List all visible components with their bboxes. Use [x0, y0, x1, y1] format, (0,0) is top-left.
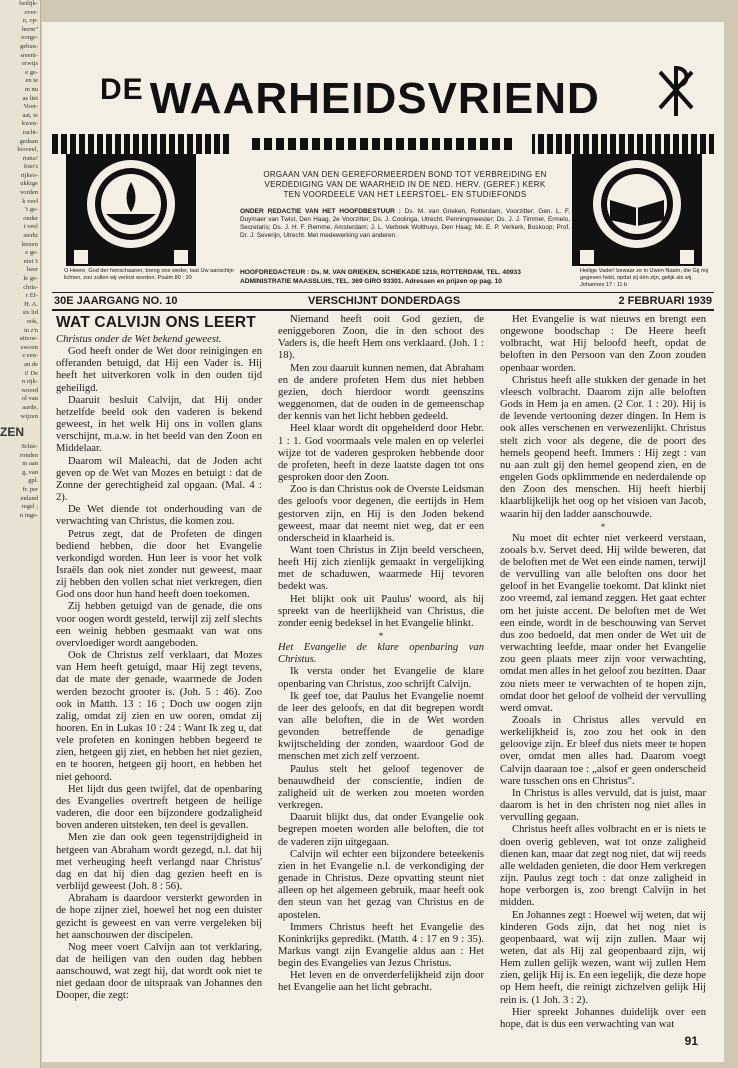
column-3 — [500, 314, 706, 1031]
margin-fragment: sis lid — [22, 309, 38, 317]
column-3-body-a — [500, 314, 706, 521]
margin-fragment: m nu — [24, 85, 38, 93]
margin-fragment: en te — [25, 77, 38, 85]
paragraph: Daarom wil Maleachi, dat de Joden acht geven op de Wet van Mozes en betuigt : dat de Zonne der gerechtigheid zal opgaan. (Mal. 4 : 2). — [56, 455, 262, 504]
margin-fragment: as liet — [22, 94, 38, 102]
section-subheading: Het Evangelie de klare openbaring van Christus. — [278, 642, 484, 666]
paragraph: Abraham is daardoor versterkt geworden in de hope zijner ziel, hoewel het nog een duister gezicht is geweest en van verre vergeleken bij het aanschouwen der discipelen. — [56, 893, 262, 941]
column-1 — [56, 314, 262, 1003]
margin-fragment: H. A. — [24, 300, 38, 308]
paragraph: Daaruit blijkt dus, dat onder Evangelie ook begrepen moeten worden alle beloften, die tot de vaderen zijn uitgegaan. — [278, 812, 484, 848]
issue-bar — [52, 292, 714, 311]
margin-fragment: g, van — [22, 468, 38, 476]
editor-in-chief: HOOFDREDACTEUR : Ds. M. VAN GRIEKEN, SCHIEKADE 121b, ROTTERDAM, TEL. 40933 — [240, 269, 521, 276]
margin-fragment: an de — [24, 360, 38, 368]
paragraph: Ook de Christus zelf verklaart, dat Mozes van Hem heeft getuigd, maar Hij zegt tevens, dat de mate der genade, waarmede de Joden werden bezocht grooter is. (Joh. 5 : 46). Zoo ook in Matth. 13 : 16 ; Doch uw oogen zijn zalig, omdat zij zien en uw ooren, omdat zij hooren. En in Lukas 10 : 24 : Want Ik zeg u, dat vele profeten en koningen hebben begeerd te zien, hetgeen gij ziet, en hebben het niet gezien, en te hooren, hetgeen gij hoort, en hebben het niet gehoord. — [56, 650, 262, 783]
masthead-title — [100, 74, 600, 124]
paragraph: Zooals in Christus alles vervuld en werkelijkheid is, zoo zou het ook in den geloovige zijn. Er bleef dus niets meer te hopen over, omdat men alles had. Daarom voegt Calvijn daaraan toe : „alsof er geen onderscheid ware tusschen ons en Christus". — [500, 715, 706, 787]
margin-fragment: aat, te — [22, 111, 38, 119]
margin-fragment: sterkt — [23, 232, 38, 240]
margin-fragment: n inge- — [19, 511, 38, 519]
masthead-ornament-inner — [252, 138, 512, 150]
article-subtitle: Christus onder de Wet bekend geweest. — [56, 334, 222, 345]
margin-fragment: foto's — [23, 163, 38, 171]
margin-fragment: le ge- — [23, 275, 38, 282]
subtitle-line-2: VERDEDIGING VAN DE WAARHEID IN DE NED. HERV. (GEREF.) KERK — [264, 180, 546, 189]
paragraph: Men zie dan ook geen tegenstrijdigheid in hetgeen van Abraham wordt gezegd, n.l. dat hij met verheuging heeft verlangd naar Christus' dag en dat hij dien dag gezien heeft en is verblijd geweest (Joh. 8 : 56). — [56, 832, 262, 893]
section-divider: * — [378, 631, 384, 642]
margin-fragment: looveel, — [17, 146, 38, 154]
margin-fragment: gebun- — [19, 42, 38, 50]
margin-fragment: rijkeo- — [20, 171, 38, 179]
paragraph: Paulus stelt het geloof tegenover de benauwdheid der conscientie, indien de zaligheid uit de werken zou moeten worden verkregen. — [278, 763, 484, 812]
margin-fragment: ook, — [26, 317, 38, 325]
paragraph: Ik geef toe, dat Paulus het Evangelie noemt de leer des geloofs, en dat dit begrepen wordt van alle beloften, die in de Wet worden gevonden betreffende de genadige kwijtschelding der zonden, waardoor God de menschen met zich zelf verzoent. — [278, 690, 484, 763]
paragraph: Immers Christus heeft het Evangelie des Koninkrijks gepredikt. (Matth. 4 : 17 en 9 : 35). Markus vangt zijn Evangelie aldus aan : Het begin des Evangelies van Jezus Christus. — [278, 921, 484, 970]
column-2 — [278, 314, 484, 995]
margin-fragment: erwijs — [22, 60, 38, 68]
masthead-title-text: WAARHEIDSVRIEND — [149, 74, 600, 123]
editorial-board-heading: ONDER REDACTIE VAN HET HOOFDBESTUUR : — [240, 208, 401, 215]
margin-fragment: over- — [24, 8, 38, 16]
previous-page-edge — [0, 0, 41, 1068]
margin-fragment: ukkige — [20, 180, 38, 188]
margin-fragment: vorden — [19, 189, 38, 197]
margin-fragment: onder — [23, 214, 38, 222]
margin-fragment: r Ef- — [25, 292, 38, 300]
paragraph: Nog meer voert Calvijn aan tot verklaring, dat de heiligen van den ouden dag hebben aanschouwd, wat zegt hij, dat wordt ook niet te niet gedaan door de uitspraak van Johannes den Dooper, die zegt: — [56, 941, 262, 1002]
margin-fragment: leezen — [21, 240, 38, 248]
paragraph: Zij hebben getuigd van de genade, die ons voor oogen wordt gesteld, terwijl zij zelf slechts een weinig hebben gesmaakt van wat ons overvloediger wordt aangeboden. — [56, 601, 262, 649]
paragraph: Het blijkt ook uit Paulus' woord, als hij spreekt van de heerlijkheid van Christus, die zonder eenig bedeksel in het Evangelie blinkt. — [278, 593, 484, 629]
paragraph: Zoo is dan Christus ook de Overste Leidsman des geloofs voor degenen, die eertijds in Hem gestorven zijn, en Hij is den Joden bekend geweest, maar dat neemt niet weg, dat er een onderscheid in klaarheid is. — [278, 484, 484, 544]
margin-fragment: k veel — [22, 197, 38, 205]
margin-fragment: t veel — [23, 223, 38, 231]
column-3-body-b — [500, 533, 706, 1031]
editorial-board — [240, 208, 570, 240]
margin-fragment: t! De — [24, 369, 38, 377]
paragraph: Men zou daaruit kunnen nemen, dat Abraham en de andere profeten Hem dus niet hebben gezien, doch hierdoor wordt geenszins weggenomen, dat de ouden in de gemeenschap der kennis van het licht hebben gedeeld. — [278, 362, 484, 423]
paragraph: Calvijn wil echter een bijzondere beteekenis zien in het Evangelie n.l. de verkondiging der genade in Christus. Deze opvatting steunt niet alleen op het algemeen gebruik, maar heeft ook den steun van het gezag van Christus en de apostelen. — [278, 848, 484, 921]
margin-fragment: gpl. — [28, 477, 38, 485]
margin-fragment: m aan — [22, 460, 38, 468]
paragraph: Daaruit besluit Calvijn, dat Hij onder hetzelfde beeld ook den vaderen is bekend geweest, in het welk Hij ons in vollen glans verschijnt, m.a.w. in het beeld van den Zoon en Middelaar. — [56, 394, 262, 455]
paragraph: Petrus zegt, dat de Profeten de dingen bediend hebben, die door het Evangelie verkondigd worden. Hun leer is voor het volk Israëls dan ook niet zonder nut geweest, maar zij hebben den vollen schat niet verkregen, dien God ons door hun hand heeft doen toekomen. — [56, 528, 262, 601]
margin-fragment: enland — [20, 494, 38, 502]
paragraph: God heeft onder de Wet door reinigingen en offeranden betuigd, dat Hij een Vader is. Hij heeft het uitverkoren volk in den ouden tijd geheiligd. — [56, 346, 262, 394]
paragraph: Nu moet dit echter niet verkeerd verstaan, zooals b.v. Servet deed. Hij wilde beweren, dat de beloften met de Wet een einde namen, terwijl de vervulling van alle beloften ons door het geloof in het Evangelie toekomt. Dat klinkt niet zoo vreemd, zal iemand zeggen. Het gaat echter om het juiste accent. De beloften met de Wet een einde, wordt in de beschouwing van Servet dus zoo bedoeld, dat men onder de Wet uit de verwachting leefde, maar onder het Evangelie zou geen plaats meer zijn voor verwachting, omdat men alles in het geloof zou bezitten. Daar zou niets meer te verwachten of te hopen zijn, omdat door het geloof de volheid der vervulling werd omvat. — [500, 532, 706, 714]
oil-lamp-emblem-icon — [66, 154, 196, 266]
paragraph: Het lijdt dus geen twijfel, dat de openbaring des Evangelies overtreft hetgeen de heilige vaderen, die door een bijzondere godzaligheid boven anderen uitsteken, ten deel is gevallen. — [56, 783, 262, 832]
margin-fragment: Voor- — [23, 103, 38, 111]
margin-fragment: herm" — [21, 25, 38, 33]
chi-rho-icon — [652, 62, 700, 118]
margin-fragment: woord — [21, 386, 38, 394]
margin-fragment: wijzen — [20, 412, 38, 420]
masthead-subtitle — [240, 170, 570, 200]
margin-fragment: ronden — [19, 451, 38, 459]
margin-fragment: niet 't — [23, 257, 38, 265]
paragraph: Want toen Christus in Zijn beeld verscheen, heeft Hij zich zienlijk gemaakt in vergelijking met de schaduwen, waarmede Hij tevoren bedekt was. — [278, 544, 484, 593]
paragraph: Niemand heeft ooit God gezien, de eeniggeboren Zoon, die in den schoot des Vaders is, die heeft Hem ons verklaard. (Joh. 1 : 18). — [278, 314, 484, 362]
margin-fragment: oorge- — [21, 34, 38, 42]
margin-fragment: n, op- — [22, 17, 38, 25]
newspaper-page — [42, 22, 724, 1062]
subtitle-line-3: TEN VOORDEELE VAN HET LEERSTOEL- EN STUDIEFONDS — [283, 190, 527, 199]
margin-heading-fragment: ZEN — [0, 425, 24, 440]
editorial-board-names: Ds. M. van Grieken, Rotterdam, Voorzitter; Gen. L. F. Duymaer van Twist, Den Haag, 2e Voorzitter; Ds. J. Coolinga, Utrecht, Penningmeester; Ds. J. J. Timmer, Ermelo, Secretaris; Ds. J. H. F. Remme, Amsterdam; J. L. Verboek Wolthuys, Den Haag; Mr. E. P. Verkerk, Boskoop; Prof. Dr. J. Severijn, Utrecht. Met medewerking van anderen. — [240, 208, 570, 239]
column-2-body-a — [278, 314, 484, 630]
margin-fragment: Schie- — [21, 443, 38, 451]
margin-fragment: aarde, — [22, 403, 38, 411]
subtitle-line-1: ORGAAN VAN DEN GEREFORMEERDEN BOND TOT VERBREIDING EN — [263, 170, 547, 179]
margin-fragment: ristus' — [22, 154, 38, 162]
margin-fragment: in z'n — [24, 326, 38, 334]
margin-fragment: gedaan — [19, 137, 38, 145]
margin-fragment: e een- — [22, 352, 38, 360]
paragraph: Het Evangelie is wat nieuws en brengt een ongewone boodschap : De Heere heeft volbracht, wat Hij beloofd heeft, opdat de beloften in den Persoon van den Zoon zouden openbaar worden. — [500, 314, 706, 374]
quote-right: Heilige Vader! bewaar ze in Uwen Naam, die Gij mij gegeven hebt, opdat zij één zijn, gelijk als wij. Johannes 17 : 11 b — [580, 268, 708, 288]
margin-fragment: e ge- — [25, 68, 38, 76]
issue-frequency: VERSCHIJNT DONDERDAGS — [308, 295, 461, 307]
paragraph: Het leven en de onverderfelijkheid zijn door het Evangelie aan het licht gebracht. — [278, 970, 484, 994]
margin-fragment: e ge- — [25, 249, 38, 257]
paragraph: Hier spreekt Johannes duidelijk over een hope, dat is dus een verwachting van wat — [500, 1006, 706, 1030]
margin-fragment: kwen- — [21, 120, 38, 128]
open-book-emblem-icon — [572, 154, 702, 266]
paragraph: Ik versta onder het Evangelie de klare openbaring van Christus, zoo schrijft Calvijn. — [278, 666, 484, 690]
quote-left: O Heere, God der heirschaaren, breng ons weder, laat Uw aanschijn lichten, zoo zullen wij verlost worden. Psalm 80 : 20 — [64, 268, 234, 281]
margin-fragment: heer — [26, 266, 38, 274]
page-number: 91 — [684, 1034, 698, 1048]
margin-fragment: ol van — [21, 395, 38, 403]
column-2-body-b — [278, 666, 484, 994]
masthead-de: DE — [100, 73, 144, 106]
margin-fragment: uitvoe- — [19, 335, 38, 343]
margin-fragment: racht- — [22, 128, 38, 136]
masthead — [52, 42, 714, 288]
issue-date: 2 FEBRUARI 1939 — [618, 295, 712, 307]
paragraph: In Christus is alles vervuld, dat is juist, maar daarom is het in den christen nog niet alles in vervulling gegaan. — [500, 787, 706, 824]
article-title: WAT CALVIJN ONS LEERT — [56, 314, 256, 331]
paragraph: Christus heeft alle stukken der genade in het vleesch volbracht. Daarom zijn alle beloften Gods in Hem ja en amen. (2 Cor. 1 : 20). Hij is de levende vertooning dezer dingen. In Hem is ook alles verschenen en verwezenlijkt. Christus stelt zich voor als degene, die de poort des hemels geopend heeft. Immers : Hij zegt : van nu aan zult gij den hemel geopend zien, en de engelen Gods opklimmende en nederdalende op den Zoon des menschen. Hij heeft hierbij klaarblijkelijk het oog op het visioen van Jacob, waarin hij den ladder aanschouwde. — [500, 374, 706, 520]
paragraph: En Johannes zegt : Hoewel wij weten, dat wij kinderen Gods zijn, dat het nog niet is geopenbaard, wat wij zijn zullen. Maar wij weten, dat als Hij zal geopenbaard zijn, wij Hem zullen gelijk wezen, want wij zullen Hem zien, gelijk Hij is. En een iegelijk, die deze hope op Hem heeft, die reinigt zichzelven gelijk Hij rein is. (1 Joh. 3 : 2). — [500, 909, 706, 1006]
paragraph: Heel klaar wordt dit opgehelderd door Hebr. 1 : 1. God voormaals vele malen en op velerlei wijze tot de vaderen gesproken hebbende door de profeten, heeft in deze laatste dagen tot ons gesproken door den Zoon. — [278, 423, 484, 484]
administration-info: ADMINISTRATIE MAASSLUIS, TEL. 369 GIRO 93301. Adressen en prijzen op pag. 10 — [240, 278, 502, 285]
margin-fragment: 't ge- — [25, 206, 38, 214]
margin-fragment: n rijk- — [21, 378, 38, 386]
margin-fragment: ewoon — [20, 343, 38, 351]
margin-fragment: sreeni- — [20, 51, 38, 59]
issue-volume: 30E JAARGANG NO. 10 — [54, 295, 178, 307]
paragraph: Christus heeft alles volbracht en er is niets te doen overig gebleven, wat tot onze zaligheid dienen kan, maar dat zegt nog niet, dat wij reeds alle weldaden genieten, die door Hem verkregen zijn. Paulus zegt toch : dat onze zaligheid in hope verborgen is, zoo brengt Calvijn in het midden. — [500, 824, 706, 909]
column-1-body — [56, 346, 262, 1002]
paragraph: De Wet diende tot onderhouding van de verwachting van Christus, die komen zou. — [56, 504, 262, 528]
margin-fragment: chris- — [23, 283, 38, 291]
margin-fragment: fr. per — [22, 486, 38, 494]
margin-fragment: beilijk- — [19, 0, 38, 7]
margin-fragment: regel ; — [21, 503, 38, 511]
publisher-info — [240, 268, 570, 286]
section-divider: * — [600, 521, 606, 532]
